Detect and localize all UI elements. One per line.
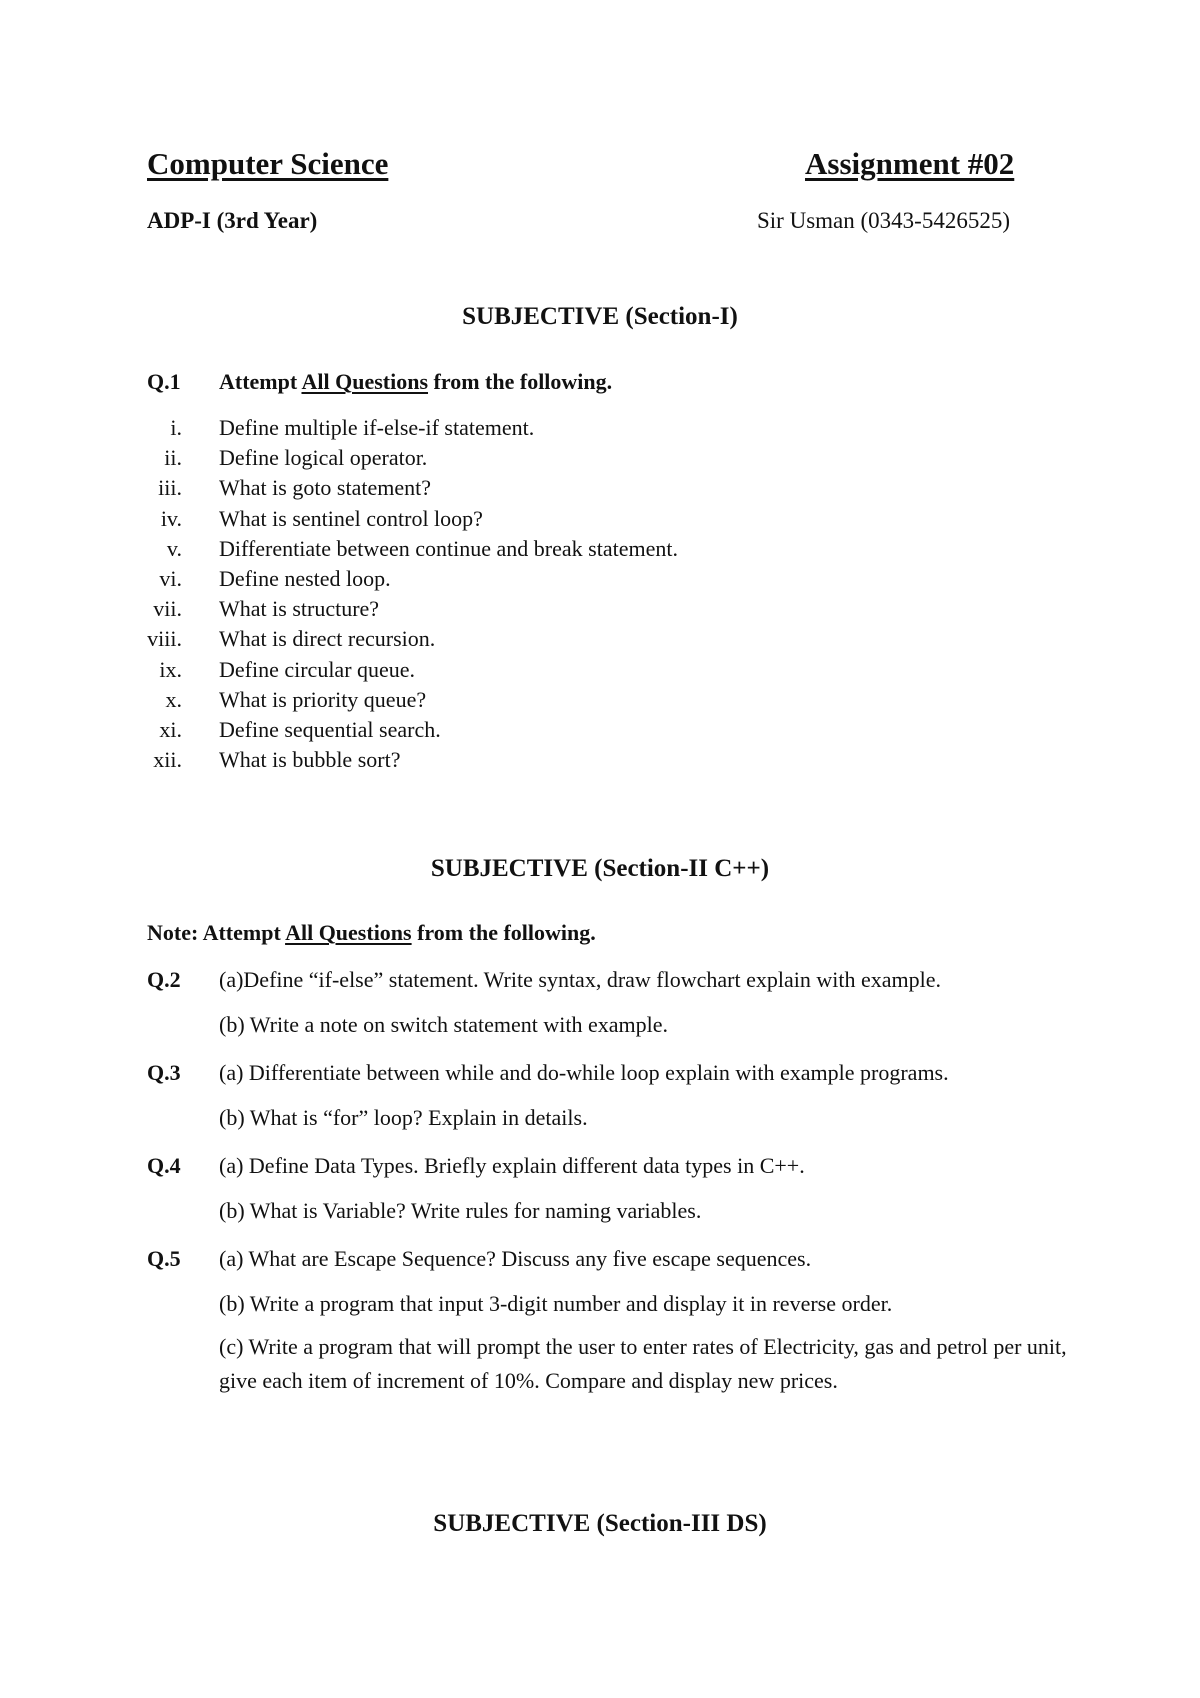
- question-text: What is goto statement?: [219, 475, 431, 500]
- question-part: (b) Write a note on switch statement with example.: [219, 1012, 668, 1037]
- question-label: Q.2: [147, 967, 181, 992]
- question-label: Q.5: [147, 1246, 181, 1271]
- question-text: What is direct recursion.: [219, 626, 436, 651]
- q1-label: Q.1: [147, 369, 181, 394]
- question-label: Q.3: [147, 1060, 181, 1085]
- question-part: (b) What is “for” loop? Explain in details.: [219, 1105, 588, 1130]
- subject-title: Computer Science: [147, 146, 389, 181]
- question-number: vii.: [153, 596, 182, 621]
- question-text: What is structure?: [219, 596, 380, 621]
- q1-instruction: Attempt All Questions from the following.: [219, 369, 613, 394]
- class-name: ADP-I (3rd Year): [147, 208, 318, 233]
- section-3-title: SUBJECTIVE (Section-III DS): [433, 1510, 767, 1537]
- section-1-title: SUBJECTIVE (Section-I): [462, 303, 738, 330]
- question-number: xi.: [159, 717, 182, 742]
- section-2-note: Note: Attempt All Questions from the following.: [147, 920, 596, 945]
- question-label: Q.4: [147, 1153, 181, 1178]
- question-text: Define nested loop.: [219, 566, 391, 591]
- question-text: Define circular queue.: [219, 657, 416, 682]
- question-text: Define sequential search.: [219, 717, 441, 742]
- question-part: (b) Write a program that input 3-digit number and display it in reverse order.: [219, 1291, 893, 1316]
- question-part: (c) Write a program that will prompt the user to enter rates of Electricity, gas and petrol per unit, give each item of increment of 10%. Compare and display new prices.: [219, 1334, 1067, 1393]
- question-text: What is sentinel control loop?: [219, 506, 483, 531]
- assignment-number: Assignment #02: [805, 146, 1015, 181]
- question-part: (a) What are Escape Sequence? Discuss any five escape sequences.: [219, 1246, 812, 1271]
- question-number: v.: [166, 536, 182, 561]
- section-2-title: SUBJECTIVE (Section-II C++): [430, 855, 770, 882]
- question-number: iv.: [160, 506, 182, 531]
- question-text: Define multiple if-else-if statement.: [219, 415, 535, 440]
- question-number: iii.: [158, 475, 182, 500]
- question-text: Define logical operator.: [219, 445, 428, 470]
- question-part: (b) What is Variable? Write rules for naming variables.: [219, 1198, 702, 1223]
- question-part: (a)Define “if-else” statement. Write syntax, draw flowchart explain with example.: [219, 967, 941, 992]
- question-text: What is bubble sort?: [219, 747, 401, 772]
- question-number: ii.: [164, 445, 182, 470]
- teacher-contact: Sir Usman (0343-5426525): [757, 208, 1010, 233]
- question-text: What is priority queue?: [219, 687, 427, 712]
- question-number: x.: [165, 687, 182, 712]
- question-number: viii.: [147, 626, 182, 651]
- question-number: vi.: [159, 566, 182, 591]
- question-number: i.: [170, 415, 182, 440]
- question-text: Differentiate between continue and break statement.: [219, 536, 678, 561]
- question-number: xii.: [153, 747, 182, 772]
- question-part: (a) Define Data Types. Briefly explain different data types in C++.: [219, 1153, 805, 1178]
- question-part: (a) Differentiate between while and do-while loop explain with example programs.: [219, 1060, 949, 1085]
- question-number: ix.: [159, 657, 182, 682]
